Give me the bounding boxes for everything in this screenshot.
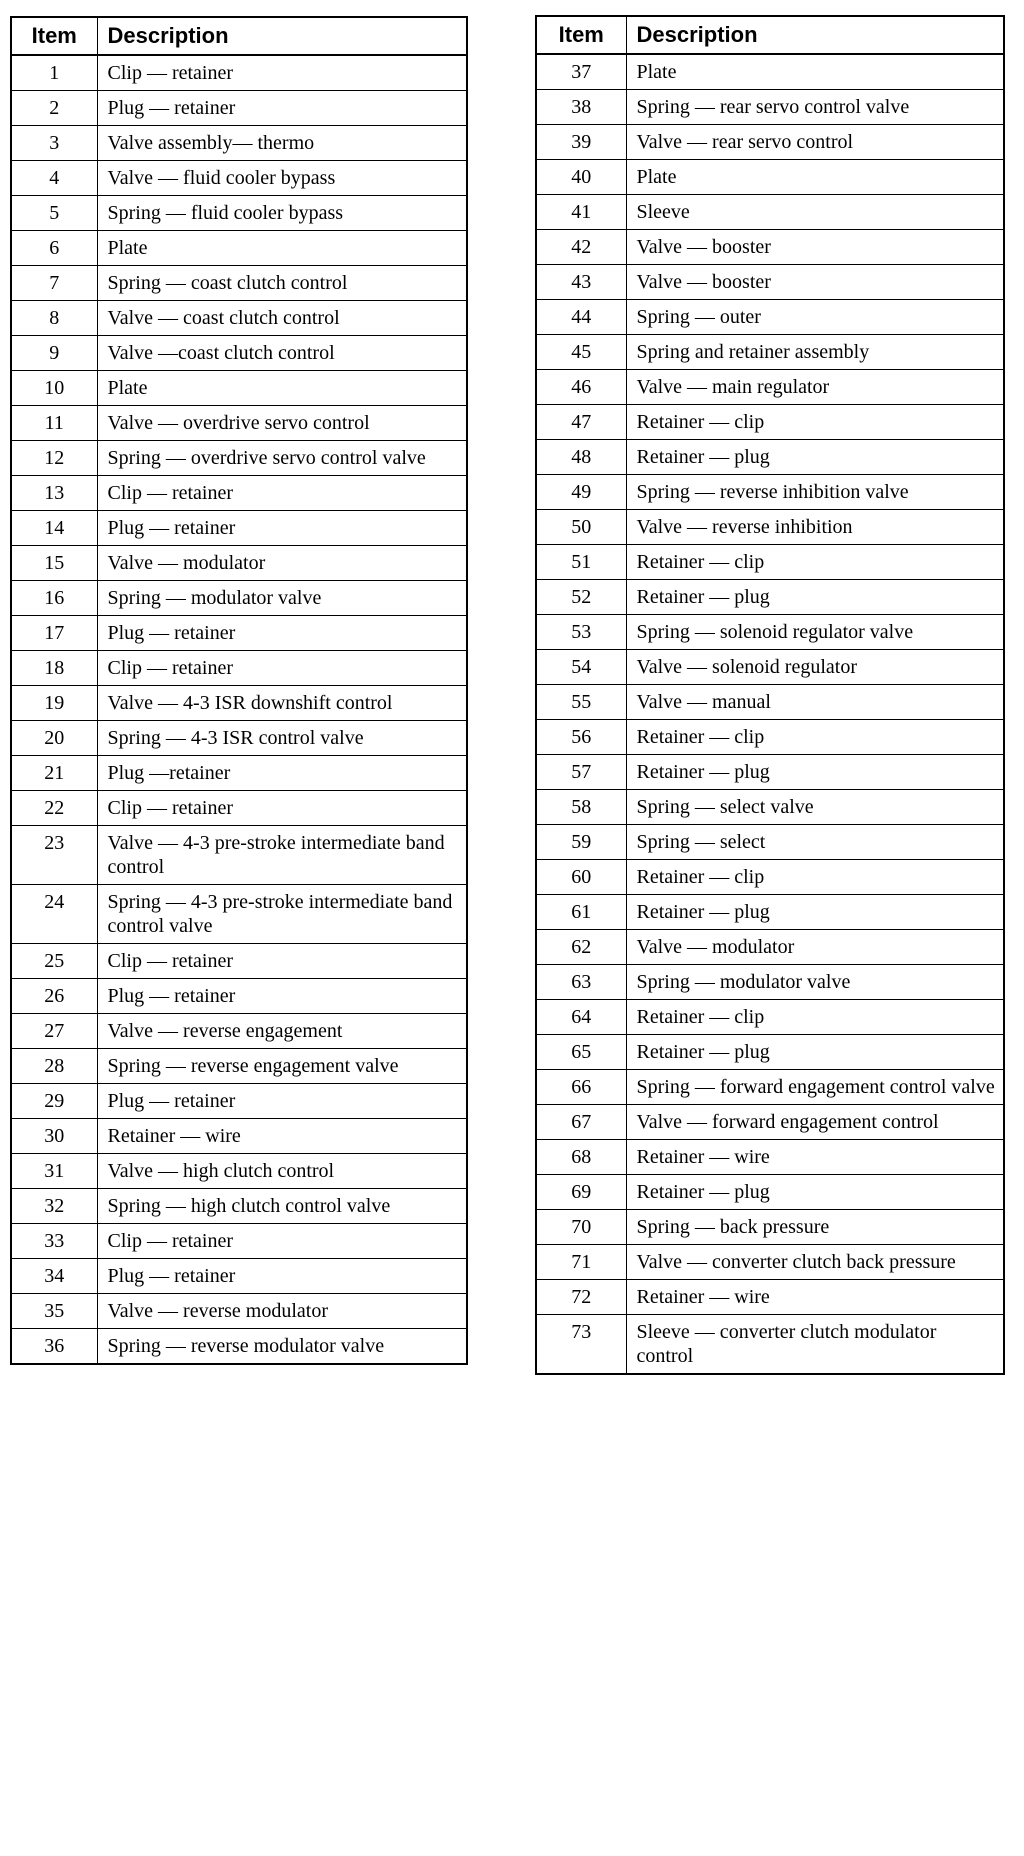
item-number-cell: 28: [11, 1049, 97, 1084]
description-cell: Clip — retainer: [97, 476, 467, 511]
description-cell: Clip — retainer: [97, 791, 467, 826]
description-cell: Retainer — clip: [626, 1000, 1004, 1035]
item-column-header: Item: [536, 16, 626, 54]
item-number-cell: 12: [11, 441, 97, 476]
table-row: [536, 615, 1004, 650]
parts-table-left: [10, 16, 468, 1365]
description-cell: Plug — retainer: [97, 511, 467, 546]
description-column-header: Description: [97, 17, 467, 55]
table-row: [11, 1014, 467, 1049]
description-cell: Plate: [97, 231, 467, 266]
item-number-cell: 39: [536, 125, 626, 160]
item-number-cell: 21: [11, 756, 97, 791]
item-number-cell: 22: [11, 791, 97, 826]
item-number-cell: 70: [536, 1210, 626, 1245]
item-number-cell: 29: [11, 1084, 97, 1119]
table-row: [536, 580, 1004, 615]
item-number-cell: 59: [536, 825, 626, 860]
item-number-cell: 25: [11, 944, 97, 979]
description-cell: Spring — overdrive servo control valve: [97, 441, 467, 476]
item-number-cell: 31: [11, 1154, 97, 1189]
item-number-cell: 71: [536, 1245, 626, 1280]
table-row: [536, 755, 1004, 790]
description-cell: Plug — retainer: [97, 616, 467, 651]
item-number-cell: 6: [11, 231, 97, 266]
item-number-cell: 56: [536, 720, 626, 755]
table-row: [536, 440, 1004, 475]
table-header-row: [536, 16, 1004, 54]
item-number-cell: 50: [536, 510, 626, 545]
item-number-cell: 41: [536, 195, 626, 230]
item-number-cell: 46: [536, 370, 626, 405]
item-number-cell: 24: [11, 885, 97, 944]
item-number-cell: 32: [11, 1189, 97, 1224]
item-number-cell: 3: [11, 126, 97, 161]
table-row: [11, 1189, 467, 1224]
item-number-cell: 54: [536, 650, 626, 685]
description-cell: Spring — modulator valve: [626, 965, 1004, 1000]
description-cell: Retainer — plug: [626, 440, 1004, 475]
table-row: [11, 546, 467, 581]
table-row: [11, 885, 467, 944]
item-number-cell: 14: [11, 511, 97, 546]
item-number-cell: 16: [11, 581, 97, 616]
item-number-cell: 1: [11, 55, 97, 91]
table-row: [536, 265, 1004, 300]
description-cell: Valve — modulator: [626, 930, 1004, 965]
table-row: [11, 1294, 467, 1329]
description-cell: Retainer — clip: [626, 720, 1004, 755]
item-number-cell: 60: [536, 860, 626, 895]
description-cell: Spring — outer: [626, 300, 1004, 335]
item-number-cell: 34: [11, 1259, 97, 1294]
table-row: [536, 1105, 1004, 1140]
table-row: [536, 160, 1004, 195]
table-row: [11, 756, 467, 791]
description-cell: Clip — retainer: [97, 651, 467, 686]
table-row: [536, 1175, 1004, 1210]
item-number-cell: 38: [536, 90, 626, 125]
item-number-cell: 58: [536, 790, 626, 825]
table-row: [536, 54, 1004, 90]
item-number-cell: 17: [11, 616, 97, 651]
description-cell: Sleeve — converter clutch modulator control: [626, 1315, 1004, 1375]
description-cell: Valve — modulator: [97, 546, 467, 581]
description-cell: Valve — rear servo control: [626, 125, 1004, 160]
table-row: [11, 651, 467, 686]
table-row: [11, 1049, 467, 1084]
item-number-cell: 20: [11, 721, 97, 756]
item-number-cell: 47: [536, 405, 626, 440]
item-column-header: Item: [11, 17, 97, 55]
description-cell: Spring — modulator valve: [97, 581, 467, 616]
description-cell: Retainer — wire: [626, 1140, 1004, 1175]
item-number-cell: 73: [536, 1315, 626, 1375]
table-row: [536, 90, 1004, 125]
description-cell: Retainer — clip: [626, 860, 1004, 895]
table-row: [536, 720, 1004, 755]
table-row: [536, 1140, 1004, 1175]
item-number-cell: 61: [536, 895, 626, 930]
parts-table-right: [535, 15, 1005, 1375]
table-row: [536, 405, 1004, 440]
item-number-cell: 37: [536, 54, 626, 90]
table-row: [536, 685, 1004, 720]
description-cell: Retainer — wire: [97, 1119, 467, 1154]
item-number-cell: 36: [11, 1329, 97, 1365]
table-row: [11, 1259, 467, 1294]
item-number-cell: 18: [11, 651, 97, 686]
table-row: [536, 195, 1004, 230]
table-row: [11, 91, 467, 126]
description-cell: Valve — 4-3 pre-stroke intermediate band control: [97, 826, 467, 885]
description-cell: Retainer — clip: [626, 405, 1004, 440]
description-cell: Valve — converter clutch back pressure: [626, 1245, 1004, 1280]
table-row: [536, 1280, 1004, 1315]
table-row: [536, 1035, 1004, 1070]
item-number-cell: 68: [536, 1140, 626, 1175]
description-cell: Spring — coast clutch control: [97, 266, 467, 301]
description-cell: Spring — select valve: [626, 790, 1004, 825]
item-number-cell: 62: [536, 930, 626, 965]
description-cell: Clip — retainer: [97, 944, 467, 979]
item-number-cell: 26: [11, 979, 97, 1014]
table-row: [536, 1315, 1004, 1375]
table-row: [11, 371, 467, 406]
description-cell: Valve — forward engagement control: [626, 1105, 1004, 1140]
description-cell: Spring — solenoid regulator valve: [626, 615, 1004, 650]
table-row: [536, 825, 1004, 860]
item-number-cell: 66: [536, 1070, 626, 1105]
item-number-cell: 4: [11, 161, 97, 196]
table-row: [536, 1000, 1004, 1035]
description-cell: Valve — fluid cooler bypass: [97, 161, 467, 196]
description-cell: Retainer — plug: [626, 895, 1004, 930]
item-number-cell: 49: [536, 475, 626, 510]
item-number-cell: 44: [536, 300, 626, 335]
description-cell: Valve — reverse modulator: [97, 1294, 467, 1329]
item-number-cell: 23: [11, 826, 97, 885]
item-number-cell: 19: [11, 686, 97, 721]
table-row: [536, 125, 1004, 160]
description-cell: Valve — main regulator: [626, 370, 1004, 405]
table-row: [11, 1224, 467, 1259]
table-row: [11, 476, 467, 511]
description-column-header: Description: [626, 16, 1004, 54]
table-row: [11, 196, 467, 231]
description-cell: Spring — reverse engagement valve: [97, 1049, 467, 1084]
table-row: [536, 650, 1004, 685]
description-cell: Spring — 4-3 ISR control valve: [97, 721, 467, 756]
item-number-cell: 27: [11, 1014, 97, 1049]
table-row: [11, 826, 467, 885]
item-number-cell: 48: [536, 440, 626, 475]
item-number-cell: 57: [536, 755, 626, 790]
table-row: [536, 510, 1004, 545]
table-header-row: [11, 17, 467, 55]
table-row: [536, 545, 1004, 580]
table-row: [536, 790, 1004, 825]
table-row: [11, 126, 467, 161]
table-row: [536, 370, 1004, 405]
table-row: [11, 721, 467, 756]
table-row: [11, 231, 467, 266]
description-cell: Plate: [626, 160, 1004, 195]
item-number-cell: 64: [536, 1000, 626, 1035]
description-cell: Valve — reverse engagement: [97, 1014, 467, 1049]
description-cell: Valve — manual: [626, 685, 1004, 720]
table-row: [11, 979, 467, 1014]
item-number-cell: 35: [11, 1294, 97, 1329]
description-cell: Retainer — plug: [626, 755, 1004, 790]
table-row: [536, 930, 1004, 965]
table-row: [536, 860, 1004, 895]
description-cell: Spring — rear servo control valve: [626, 90, 1004, 125]
item-number-cell: 2: [11, 91, 97, 126]
description-cell: Retainer — plug: [626, 1175, 1004, 1210]
item-number-cell: 52: [536, 580, 626, 615]
description-cell: Retainer — plug: [626, 1035, 1004, 1070]
description-cell: Valve — solenoid regulator: [626, 650, 1004, 685]
item-number-cell: 55: [536, 685, 626, 720]
table-row: [11, 616, 467, 651]
description-cell: Plug — retainer: [97, 979, 467, 1014]
item-number-cell: 40: [536, 160, 626, 195]
description-cell: Spring — reverse modulator valve: [97, 1329, 467, 1365]
item-number-cell: 42: [536, 230, 626, 265]
item-number-cell: 65: [536, 1035, 626, 1070]
item-number-cell: 10: [11, 371, 97, 406]
item-number-cell: 7: [11, 266, 97, 301]
table-row: [11, 1084, 467, 1119]
table-row: [536, 335, 1004, 370]
table-row: [11, 686, 467, 721]
table-row: [536, 1070, 1004, 1105]
table-row: [11, 441, 467, 476]
description-cell: Plate: [97, 371, 467, 406]
item-number-cell: 51: [536, 545, 626, 580]
description-cell: Spring and retainer assembly: [626, 335, 1004, 370]
description-cell: Valve — booster: [626, 265, 1004, 300]
description-cell: Spring — back pressure: [626, 1210, 1004, 1245]
description-cell: Plug —retainer: [97, 756, 467, 791]
item-number-cell: 5: [11, 196, 97, 231]
table-row: [11, 336, 467, 371]
table-row: [536, 230, 1004, 265]
item-number-cell: 67: [536, 1105, 626, 1140]
item-number-cell: 30: [11, 1119, 97, 1154]
table-row: [536, 475, 1004, 510]
item-number-cell: 53: [536, 615, 626, 650]
item-number-cell: 11: [11, 406, 97, 441]
table-row: [11, 161, 467, 196]
item-number-cell: 15: [11, 546, 97, 581]
description-cell: Valve assembly— thermo: [97, 126, 467, 161]
table-row: [11, 55, 467, 91]
table-row: [536, 1245, 1004, 1280]
table-row: [536, 895, 1004, 930]
description-cell: Valve — booster: [626, 230, 1004, 265]
item-number-cell: 45: [536, 335, 626, 370]
table-row: [11, 581, 467, 616]
item-number-cell: 9: [11, 336, 97, 371]
table-row: [11, 406, 467, 441]
table-row: [536, 300, 1004, 335]
description-cell: Valve — reverse inhibition: [626, 510, 1004, 545]
description-cell: Plate: [626, 54, 1004, 90]
description-cell: Spring — select: [626, 825, 1004, 860]
description-cell: Spring — fluid cooler bypass: [97, 196, 467, 231]
description-cell: Clip — retainer: [97, 55, 467, 91]
description-cell: Valve — overdrive servo control: [97, 406, 467, 441]
description-cell: Valve — high clutch control: [97, 1154, 467, 1189]
description-cell: Spring — forward engagement control valve: [626, 1070, 1004, 1105]
description-cell: Spring — high clutch control valve: [97, 1189, 467, 1224]
table-row: [11, 944, 467, 979]
table-row: [11, 1119, 467, 1154]
item-number-cell: 8: [11, 301, 97, 336]
item-number-cell: 33: [11, 1224, 97, 1259]
description-cell: Clip — retainer: [97, 1224, 467, 1259]
description-cell: Plug — retainer: [97, 1084, 467, 1119]
table-row: [11, 301, 467, 336]
table-row: [536, 965, 1004, 1000]
item-number-cell: 43: [536, 265, 626, 300]
description-cell: Sleeve: [626, 195, 1004, 230]
description-cell: Valve — coast clutch control: [97, 301, 467, 336]
table-row: [536, 1210, 1004, 1245]
table-row: [11, 1329, 467, 1365]
description-cell: Retainer — clip: [626, 545, 1004, 580]
description-cell: Retainer — plug: [626, 580, 1004, 615]
description-cell: Spring — reverse inhibition valve: [626, 475, 1004, 510]
description-cell: Valve —coast clutch control: [97, 336, 467, 371]
description-cell: Plug — retainer: [97, 1259, 467, 1294]
table-row: [11, 1154, 467, 1189]
table-row: [11, 266, 467, 301]
description-cell: Plug — retainer: [97, 91, 467, 126]
item-number-cell: 72: [536, 1280, 626, 1315]
item-number-cell: 13: [11, 476, 97, 511]
table-row: [11, 511, 467, 546]
item-number-cell: 63: [536, 965, 626, 1000]
description-cell: Spring — 4-3 pre-stroke intermediate band control valve: [97, 885, 467, 944]
table-row: [11, 791, 467, 826]
item-number-cell: 69: [536, 1175, 626, 1210]
description-cell: Retainer — wire: [626, 1280, 1004, 1315]
description-cell: Valve — 4-3 ISR downshift control: [97, 686, 467, 721]
